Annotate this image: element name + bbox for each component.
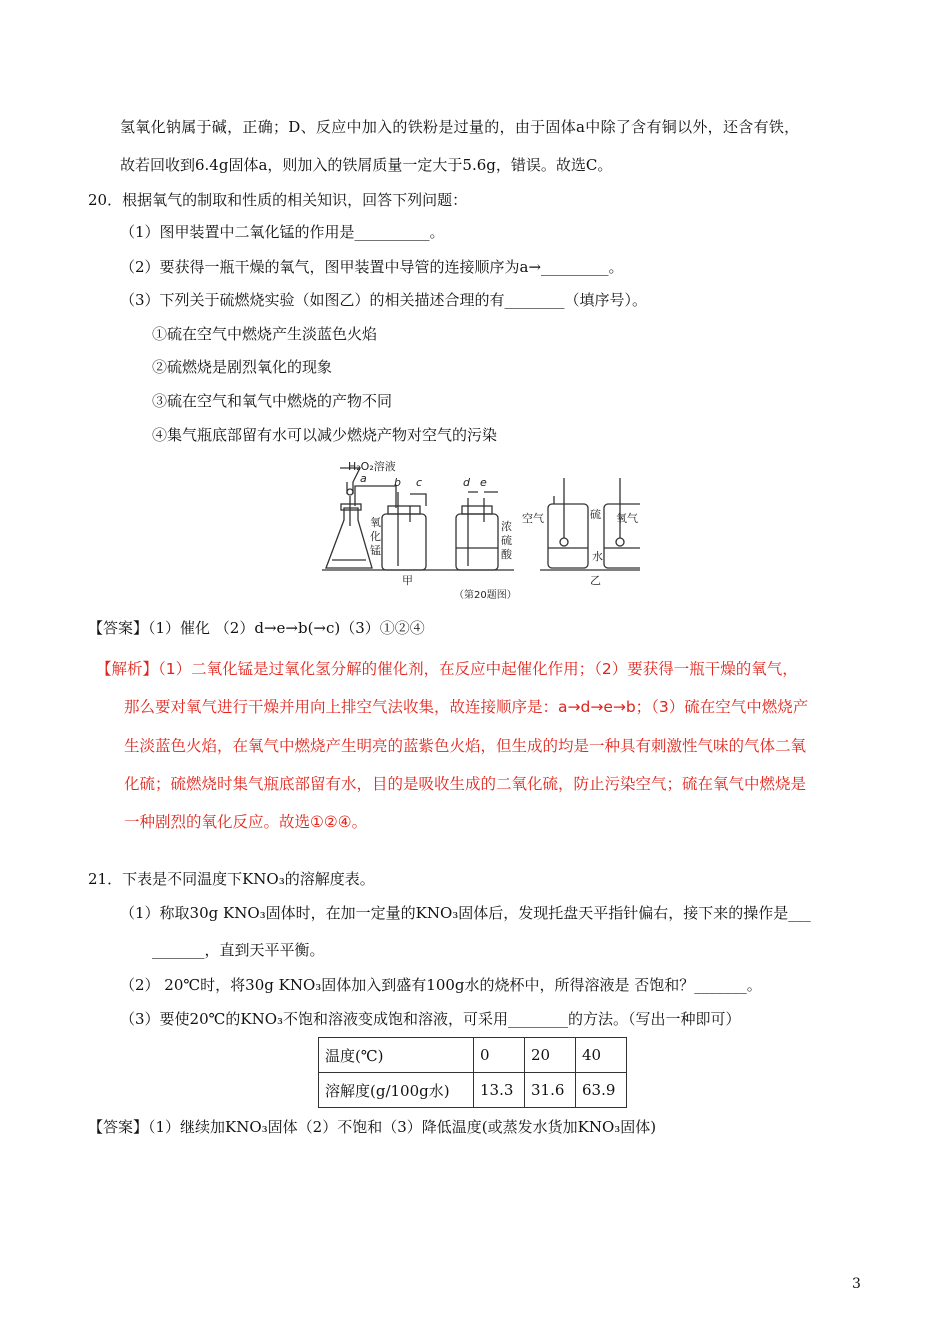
fig-label-h2o2: H₂O₂溶液 bbox=[348, 460, 396, 473]
q21-part-1a: （1）称取30g KNO₃固体时，在加一定量的KNO₃固体后，发现托盘天平指针偏右，接下来的操作是___ bbox=[120, 904, 811, 922]
fig-label-acid-3: 酸 bbox=[501, 548, 512, 561]
table-cell: 20 bbox=[525, 1038, 576, 1073]
table-cell: 31.6 bbox=[525, 1073, 576, 1108]
table-cell: 63.9 bbox=[576, 1073, 627, 1108]
fig-label-c: c bbox=[416, 476, 423, 489]
q20-option-1: ①硫在空气中燃烧产生淡蓝色火焰 bbox=[152, 325, 378, 343]
fig-label-acid-2: 硫 bbox=[501, 534, 512, 547]
fig-label-b: b bbox=[394, 476, 401, 489]
fig-label-mno2-2: 化 bbox=[370, 530, 381, 543]
page-number: 3 bbox=[852, 1276, 861, 1292]
fig-label-water: 水 bbox=[592, 550, 603, 563]
q20-analysis-line-2: 那么要对氧气进行干燥并用向上排空气法收集，故连接顺序是：a→d→e→b；（3）硫在空气中燃烧产 bbox=[124, 698, 809, 716]
fig-label-oxygen: 氧气 bbox=[616, 512, 638, 525]
table-row bbox=[319, 1038, 627, 1073]
q21-part-3: （3）要使20℃的KNO₃不饱和溶液变成饱和溶液，可采用________的方法。（写出一种即可） bbox=[120, 1010, 741, 1028]
fig-label-jia: 甲 bbox=[402, 574, 413, 587]
table-cell: 13.3 bbox=[474, 1073, 525, 1108]
fig-label-d: d bbox=[463, 476, 470, 489]
solubility-table bbox=[318, 1037, 627, 1108]
prev-answer-line-2: 故若回收到6.4g固体a，则加入的铁屑质量一定大于5.6g，错误。故选C。 bbox=[120, 156, 613, 174]
fig-label-air: 空气 bbox=[522, 512, 544, 525]
table-cell: 40 bbox=[576, 1038, 627, 1073]
q20-part-2: （2）要获得一瓶干燥的氧气，图甲装置中导管的连接顺序为a→_________。 bbox=[120, 258, 624, 276]
q20-analysis-line-4: 化硫；硫燃烧时集气瓶底部留有水，目的是吸收生成的二氧化硫，防止污染空气；硫在氧气中燃烧是 bbox=[124, 775, 807, 793]
q21-answer: 【答案】（1）继续加KNO₃固体（2）不饱和（3）降低温度(或蒸发水货加KNO₃固体) bbox=[88, 1118, 657, 1136]
prev-answer-line-1: 氢氧化钠属于碱，正确；D、反应中加入的铁粉是过量的，由于固体a中除了含有铜以外，还含有铁， bbox=[120, 118, 800, 136]
q20-stem: 20．根据氧气的制取和性质的相关知识，回答下列问题： bbox=[88, 191, 468, 209]
q21-part-1b: _______，直到天平平衡。 bbox=[152, 941, 325, 959]
fig-label-mno2-1: 氧 bbox=[370, 516, 381, 529]
fig-label-e: e bbox=[480, 476, 487, 489]
fig-label-yi: 乙 bbox=[590, 574, 601, 587]
q20-analysis-line-3: 生淡蓝色火焰，在氧气中燃烧产生明亮的蓝紫色火焰，但生成的均是一种具有刺激性气味的气体二氧 bbox=[124, 737, 807, 755]
q20-option-4: ④集气瓶底部留有水可以减少燃烧产物对空气的污染 bbox=[152, 426, 498, 444]
table-cell: 0 bbox=[474, 1038, 525, 1073]
q20-option-3: ③硫在空气和氧气中燃烧的产物不同 bbox=[152, 392, 393, 410]
q20-analysis-line-5: 一种剧烈的氧化反应。故选①②④。 bbox=[124, 813, 368, 831]
q21-part-2: （2） 20℃时，将30g KNO₃固体加入到盛有100g水的烧杯中，所得溶液是 否饱和？_______。 bbox=[120, 976, 762, 994]
fig-label-acid-1: 浓 bbox=[501, 520, 512, 533]
q20-part-1: （1）图甲装置中二氧化锰的作用是__________。 bbox=[120, 223, 445, 241]
q20-answer: 【答案】（1）催化 （2）d→e→b(→c)（3）①②④ bbox=[88, 619, 425, 637]
q20-apparatus-figure bbox=[318, 456, 640, 604]
fig-label-sulfur: 硫 bbox=[590, 508, 601, 521]
q20-option-2: ②硫燃烧是剧烈氧化的现象 bbox=[152, 358, 333, 376]
table-cell: 溶解度(g/100g水) bbox=[319, 1073, 474, 1108]
table-cell: 温度(℃) bbox=[319, 1038, 474, 1073]
fig-label-mno2-3: 锰 bbox=[370, 544, 381, 557]
fig-label-a: a bbox=[360, 472, 367, 485]
q20-part-3: （3）下列关于硫燃烧实验（如图乙）的相关描述合理的有________（填序号）。 bbox=[120, 291, 648, 309]
table-row bbox=[319, 1073, 627, 1108]
q20-analysis-line-1: 【解析】（1）二氧化锰是过氧化氢分解的催化剂，在反应中起催化作用；（2）要获得一瓶干燥的氧气， bbox=[96, 660, 798, 678]
fig-caption: （第20题图） bbox=[454, 590, 517, 601]
q21-stem: 21．下表是不同温度下KNO₃的溶解度表。 bbox=[88, 870, 375, 888]
